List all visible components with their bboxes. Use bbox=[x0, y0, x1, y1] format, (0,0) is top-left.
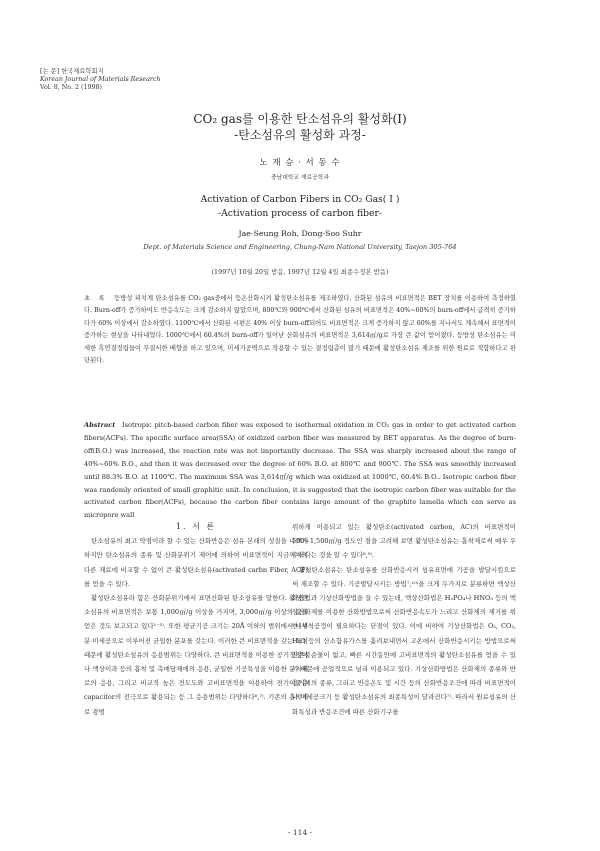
abstract-ko bbox=[84, 293, 516, 367]
authors-en: Jae-Seung Roh, Dong-Soo Suhr bbox=[238, 229, 362, 238]
received-dates: (1997년 10월 20일 받음, 1997년 12월 4일 최종수정본 받음) bbox=[211, 268, 389, 276]
page-number: - 114 - bbox=[287, 828, 313, 837]
body-paragraph: 위하게 이용되고 있는 활성탄소(activated carbon, AC)의 비표면적이 500~1,500㎡/g 정도인 점을 고려해 보면 활성탄소섬유는 흡착제로써 매우 우수하다는 것을 알 수 있다⁸,⁹⁾. bbox=[292, 523, 516, 560]
abstract-en bbox=[84, 419, 516, 522]
abstract-ko-label: 초 록 bbox=[84, 295, 108, 302]
body-column-left bbox=[84, 520, 308, 719]
authors-ko: 노 재 승 · 서 동 수 bbox=[259, 158, 341, 168]
journal-name-ko: [논 문] 한국재료학회지 bbox=[40, 68, 104, 75]
abstract-en-text: Isotropic pitch-based carbon fiber was exposed to isothermal oxidation in CO₂ gas in order to get activated carbon fibers(ACFs). The specific surface area(SSA) of oxidized carbon fiber was measured by BET apparatus. As the degree of burn-off(B.O.) was increased, the reaction rate was not importantly decrease. The SSA was sharply increased about the range of 40%~60% B.O., and then it was decreased over the degree of 60% B.O. at 800℃ and 900℃. The SSA was smoothly increased until 88.3% B.O. at 1100℃. The maximum SSA was 3,614㎡/g which was oxidized at 1000℃, 60.4% B.O.. Isotropic carbon fiber was randomly oriented of small graphitic unit. In conclusion, it is suggested that the isotropic carbon fiber was suitable for the activated carbon fiber(ACFs), because the carbon fiber contains large amount of the graphite lamella which can serve as micropore wall bbox=[84, 421, 516, 520]
paper-title-en: Activation of Carbon Fibers in CO₂ Gas( Ⅰ ) bbox=[200, 194, 400, 205]
paper-subtitle-ko: -탄소섬유의 활성화 과정- bbox=[234, 128, 366, 142]
body-paragraph: 활성탄소섬유는 탄소섬유를 산화반응시켜 섬유표면에 기공을 발달시킴으로써 제조할 수 있다. 기공발달시키는 방법⁷,¹⁰⁾을 크게 두가지로 분류하면 액상산화방법과 기상산화방법을 들 수 있는데, 액상산화법은 H₃PO₄나 HNO₃ 등의 액상산화제를 이용한 산화방법으로써 산화반응속도가 느리고 산화제의 제거를 위한 세척공정이 필요하다는 단점이 있다. 이에 비하여 기상산화법은 O₂, CO₂, H₂O 등의 산소함유가스를 흘려보내면서 고온에서 산화반응시키는 방법으로써 잔존불순물이 없고, 빠른 시간동안에 고비표면적의 활성탄소섬유를 얻을 수 있기 때문에 공업적으로 널리 이용되고 있다. 기상산화방법은 산화제의 종류와 반응기체의 종류, 그리고 반응온도 및 시간 등의 산화반응조건에 따라 비표면적이나 미세공크기 등 활성탄소섬유의 최종특성이 달라진다⁷⁾. 따라서 원료섬유의 산화특성과 반응조건에 따른 산화기구를 bbox=[292, 565, 516, 716]
body-column-right bbox=[292, 520, 516, 719]
journal-volume: Vol. 8, No. 2 (1998) bbox=[40, 84, 102, 91]
abstract-ko-text: 등방성 피치계 탄소섬유를 CO₂ gas중에서 등온산화시켜 활성탄소섬유를 제조하였다. 산화된 섬유의 비표면적은 BET 장치를 이용하여 측정하였다. Burn-off가 증가하여도 반응속도는 크게 감소하지 않았으며, 800℃와 900℃에서 산화된 섬유의 비표면적은 40%~60%의 burn-off에서 급격히 증가하다가 60% 이상에서 감소하였다. 1100℃에서 산화된 시편은 40% 이상 burn-off되어도 비표면적은 크게 증가하지 않고 60%를 지나서도 계속해서 표면적이 증가하는 현상을 나타내었다. 1000℃에서 60.4%의 burn-off가 일어난 산화섬유의 비표면적은 3,614㎡/g로 가장 큰 값이 얻어졌다. 등방성 탄소섬유는 미세한 흑연결정립들이 무질서한 배향을 하고 있으며, 미세기공벽으로 작용할 수 있는 결정립층이 많기 때문에 활성탄소섬유 제조를 위한 원료로 적합하다고 판단된다. bbox=[84, 295, 516, 365]
affiliation-ko: 충남대학교 재료공학과 bbox=[271, 175, 329, 181]
affiliation-en: Dept. of Materials Science and Engineering, Chung-Nam National University, Taejon 305-764 bbox=[143, 243, 457, 251]
body-paragraph: 활성탄소섬유라 함은 산화분위기에서 표면산화된 탄소섬유를 말한다. 활성탄소섬유의 비표면적은 보통 1,000㎡/g 이상을 가지며, 3,000㎡/g 이상의 값을 얻은 것도 보고되고 있다¹⁻⁵⁾. 또한 평균기공 크기는 20Å 이하의 범위에서 대부분 미세공으로 이루어진 균일한 분포를 갖는다. 이러한 큰 비표면적을 갖는 특성 때문에 활성탄소섬유의 응용범위는 다양하다. 큰 비표면적을 이용한 공기정정이나 액상이과 등의 흡착 및 촉매담체에의 응용, 균일한 기공특성을 이용한 분자체로의 응용, 그리고 비교적 높은 전도도와 고비표면적을 이용하여 전기이중층 capacitor의 전극으로 활용되는 등 그 응용범위는 다양하다⁶,⁷⁾. 기존의 흡착제로 광범 bbox=[84, 594, 308, 716]
section-heading-introduction: 1. 서 론 bbox=[175, 522, 217, 531]
journal-name-en: Korean Journal of Materials Research bbox=[40, 76, 161, 83]
abstract-en-label: Abstract bbox=[84, 421, 116, 429]
body-paragraph: 탄소섬유의 최고 약점이라 할 수 있는 산화반응은 섬유 본래의 성질을 나쁘게 하지만 탄소섬유의 종류 및 산화분위기 제어에 의하여 비표면적이 지금까지의 다른 재료에 비교할 수 없이 큰 활성탄소섬유(activated carbn Fiber, ACF)를 얻을 수 있다. bbox=[84, 537, 308, 588]
paper-title-ko: CO₂ gas를 이용한 탄소섬유의 활성화(Ⅰ) bbox=[193, 112, 407, 126]
paper-subtitle-en: -Activation process of carbon fiber- bbox=[218, 208, 382, 219]
journal-header bbox=[40, 68, 160, 92]
